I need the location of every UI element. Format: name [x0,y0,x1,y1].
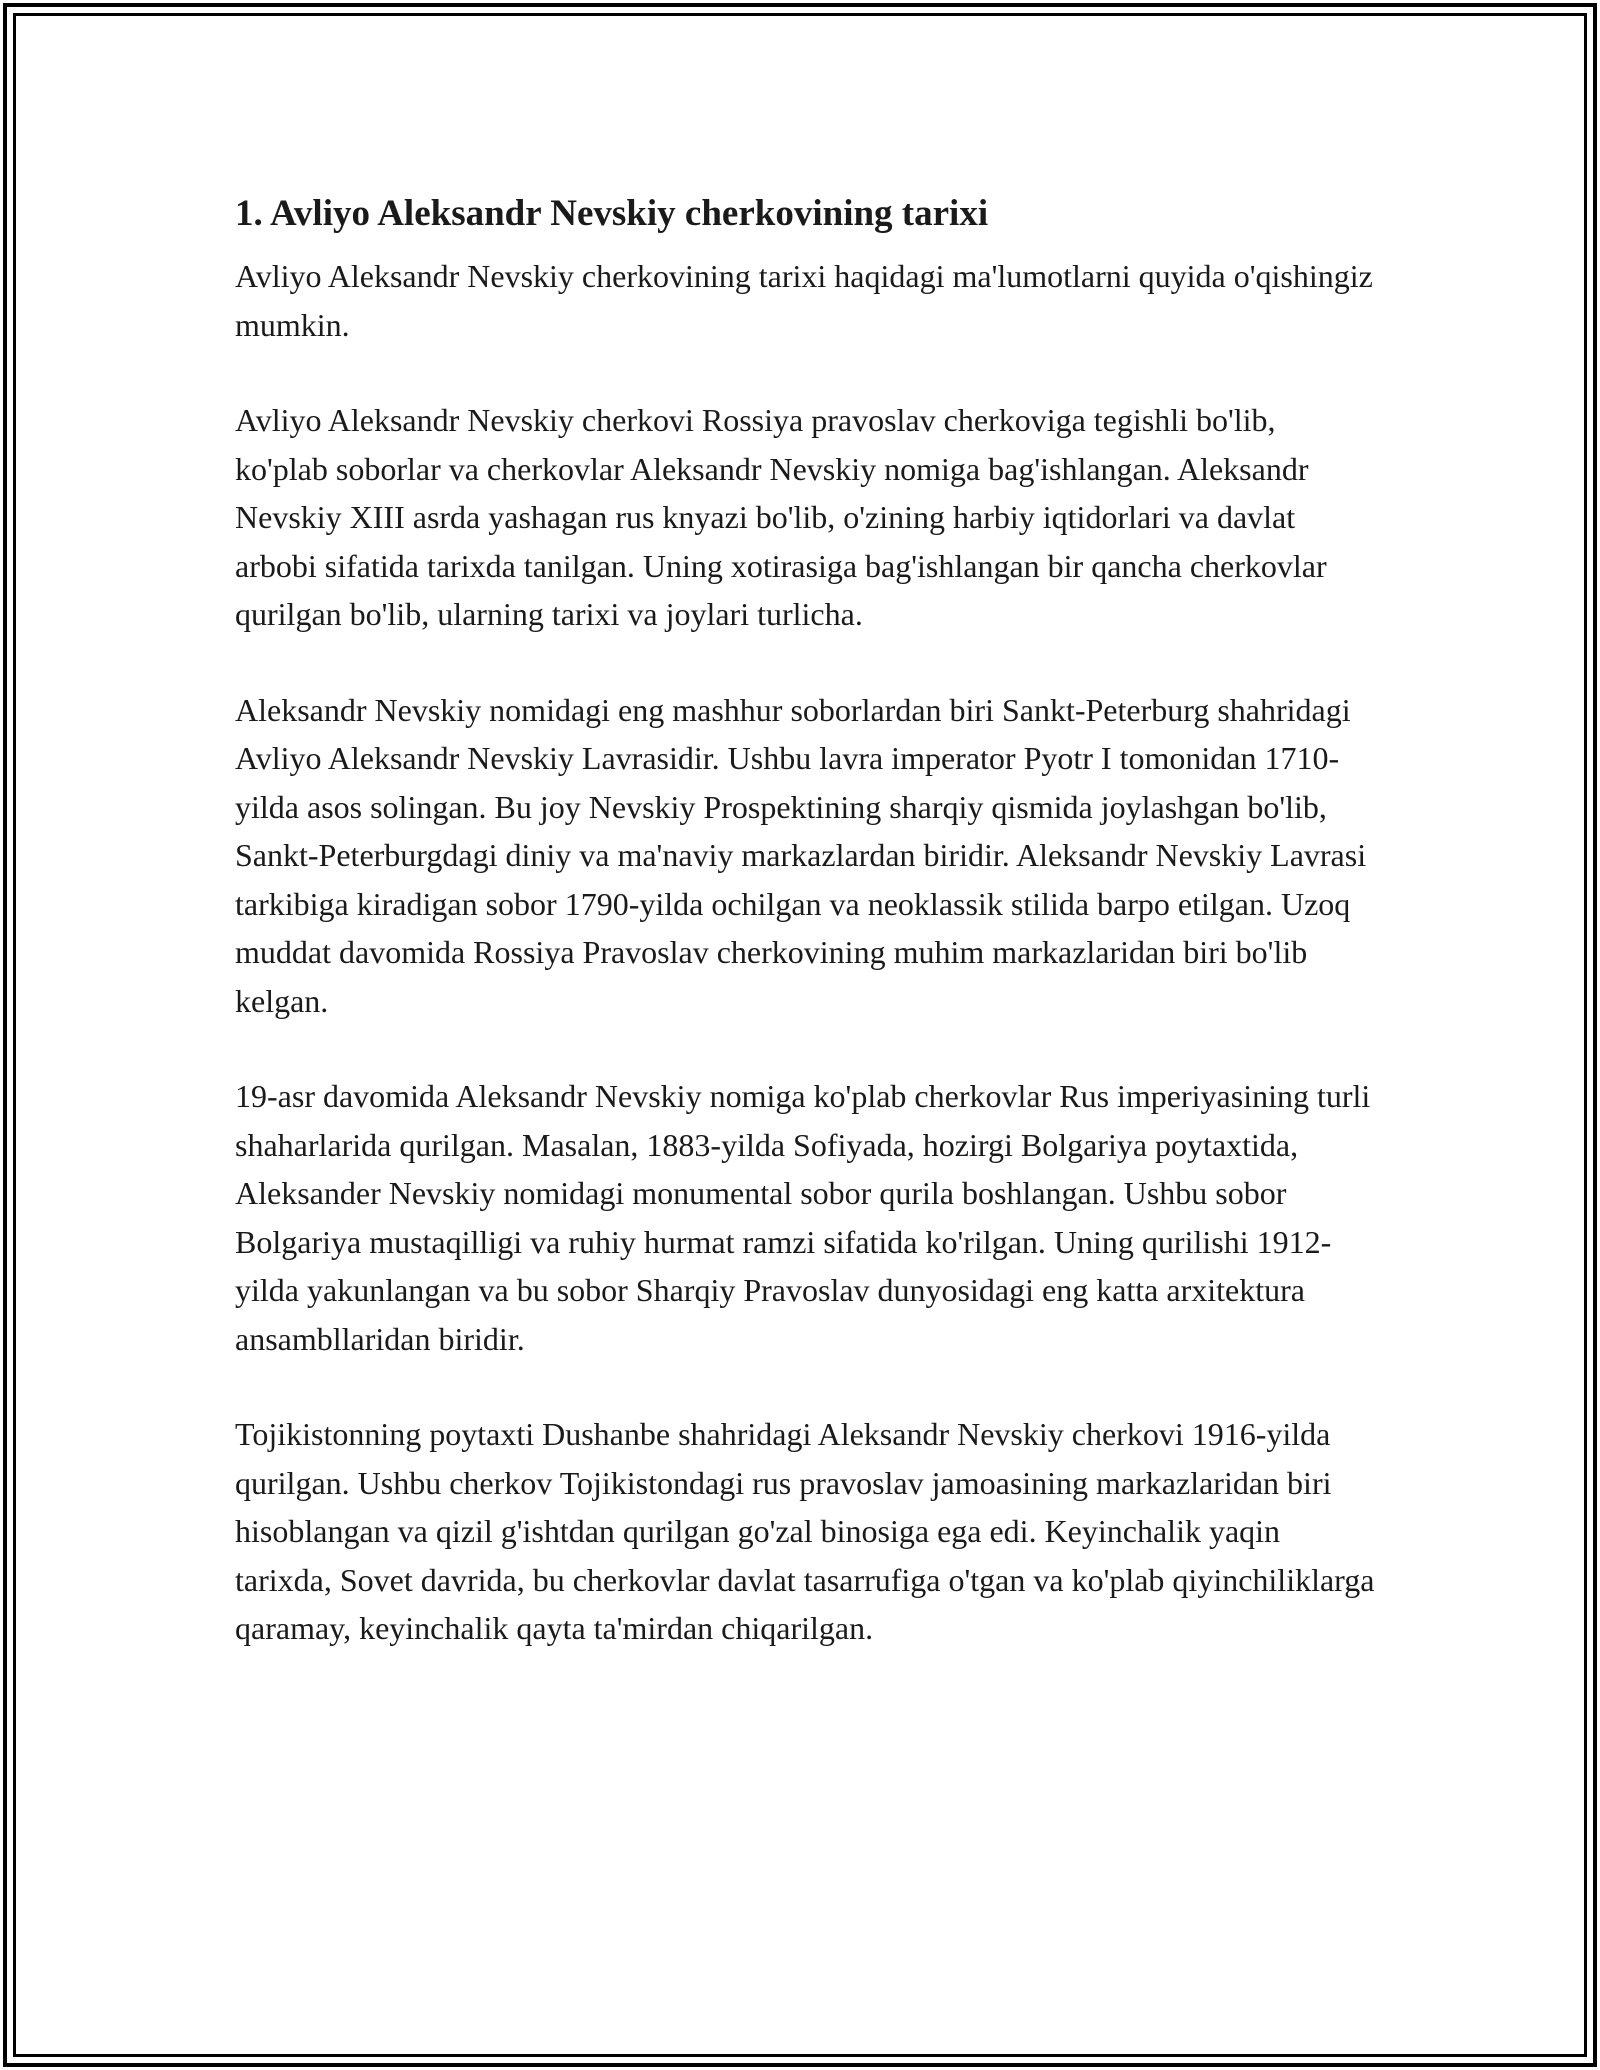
paragraph-intro: Avliyo Aleksandr Nevskiy cherkovining tarixi haqidagi ma'lumotlarni quyida o'qishingiz mumkin. [235,258,1373,343]
paragraph-sofia: 19-asr davomida Aleksandr Nevskiy nomiga ko'plab cherkovlar Rus imperiyasining turli shaharlarida qurilgan. Masalan, 1883-yilda Sofiyada, hozirgi Bolgariya poytaxtida, Aleksander Nevskiy nomidagi monumental sobor qurila boshlangan. Ushbu sobor Bolgariya mustaqilligi va ruhiy hurmat ramzi sifatida ko'rilgan. Uning qurilishi 1912-yilda yakunlangan va bu sobor Sharqiy Pravoslav dunyosidagi eng katta arxitektura ansambllaridan biridir. [235,1078,1371,1357]
paragraph-overview: Avliyo Aleksandr Nevskiy cherkovi Rossiya pravoslav cherkoviga tegishli bo'lib, ko'plab soborlar va cherkovlar Aleksandr Nevskiy nomiga bag'ishlangan. Aleksandr Nevskiy XIII asrda yashagan rus knyazi bo'lib, o'zining harbiy iqtidorlari va davlat arbobi sifatida tarixda tanilgan. Uning xotirasiga bag'ishlangan bir qancha cherkovlar qurilgan bo'lib, ularning tarixi va joylari turlicha. [235,402,1327,633]
document-body [235,180,1375,1700]
section-heading: 1. Avliyo Aleksandr Nevskiy cherkovining tarixi [235,193,989,234]
paragraph-st-petersburg: Aleksandr Nevskiy nomidagi eng mashhur soborlardan biri Sankt-Peterburg shahridagi Avliyo Aleksandr Nevskiy Lavrasidir. Ushbu lavra imperator Pyotr I tomonidan 1710-yilda asos solingan. Bu joy Nevskiy Prospektining sharqiy qismida joylashgan bo'lib, Sankt-Peterburgdagi diniy va ma'naviy markazlardan biridir. Aleksandr Nevskiy Lavrasi tarkibiga kiradigan sobor 1790-yilda ochilgan va neoklassik stilida barpo etilgan. Uzoq muddat davomida Rossiya Pravoslav cherkovining muhim markazlaridan biri bo'lib kelgan. [235,691,1367,1019]
paragraph-dushanbe: Tojikistonning poytaxti Dushanbe shahridagi Aleksandr Nevskiy cherkovi 1916-yilda qurilgan. Ushbu cherkov Tojikistondagi rus pravoslav jamoasining markazlaridan biri hisoblangan va qizil g'ishtdan qurilgan go'zal binosiga ega edi. Keyinchalik yaqin tarixda, Sovet davrida, bu cherkovlar davlat tasarrufiga o'tgan va ko'plab qiyinchiliklarga qaramay, keyinchalik qayta ta'mirdan chiqarilgan. [235,1416,1375,1647]
